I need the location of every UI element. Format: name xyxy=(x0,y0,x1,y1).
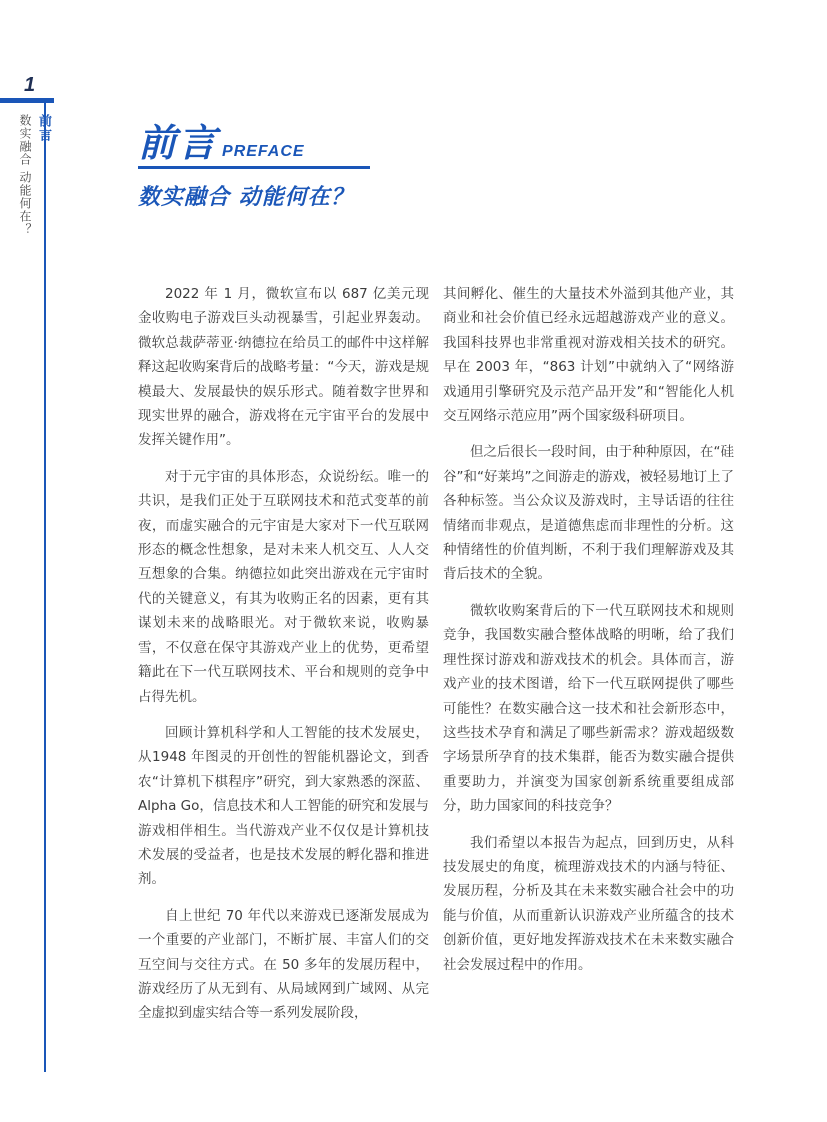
page-number: 1 xyxy=(24,74,36,96)
paragraph: 自上世纪 70 年代以来游戏已逐渐发展成为一个重要的产业部门，不断扩展、丰富人们的交互空间与交往方式。在 50 多年的发展历程中，游戏经历了从无到有、从局域网到广域网、从完全虚拟到虚实结合等一系列发展阶段， xyxy=(138,907,429,1022)
paragraph: 回顾计算机科学和人工智能的技术发展史，从1948 年图灵的开创性的智能机器论文，到香农“计算机下棋程序”研究，到大家熟悉的深蓝、Alpha Go，信息技术和人工智能的研究和发展与游戏相伴相生。当代游戏产业不仅仅是计算机技术发展的受益者，也是技术发展的孵化器和推进剂。 xyxy=(138,724,429,888)
paragraph: 2022 年 1 月，微软宣布以 687 亿美元现金收购电子游戏巨头动视暴雪，引起业界轰动。微软总裁萨蒂亚·纳德拉在给员工的邮件中这样解释这起收购案背后的战略考量：“今天，游戏是规模最大、发展最快的娱乐形式。随着数字世界和现实世界的融合，游戏将在元宇宙平台的发展中发挥关键作用”。 xyxy=(138,286,429,449)
title-english: PREFACE xyxy=(222,143,305,160)
paragraph: 对于元宇宙的具体形态，众说纷纭。唯一的共识，是我们正处于互联网技术和范式变革的前夜，而虚实融合的元宇宙是大家对下一代互联网形态的概念性想象，是对未来人机交互、人人交互想象的合集。纳德拉如此突出游戏在元宇宙时代的关键意义，有其为收购正名的因素，更有其谋划未来的战略眼光。对于微软来说，收购暴雪，不仅意在保守其游戏产业上的优势，更希望籍此在下一代互联网技术、平台和规则的竞争中占得先机。 xyxy=(138,468,429,705)
paragraph: 但之后很长一段时间，由于种种原因，在“硅谷”和“好莱坞”之间游走的游戏，被轻易地订上了各种标签。当公众议及游戏时，主导话语的往往情绪而非观点，是道德焦虑而非理性的分析。这种情绪性的价值判断，不利于我们理解游戏及其背后技术的全貌。 xyxy=(443,444,734,583)
title-chinese: 前言 xyxy=(138,121,219,165)
title-underline xyxy=(138,166,370,169)
page-title xyxy=(138,112,305,167)
paragraph-continuation: 其间孵化、催生的大量技术外溢到其他产业，其商业和社会价值已经永远超越游戏产业的意义。我国科技界也非常重视对游戏相关技术的研究。早在 2003 年，“863 计划”中就纳入了“网络游戏通用引擎研究及示范产品开发”和“智能化人机交互网络示范应用”两个国家级科研项目。 xyxy=(443,286,734,425)
side-section-label: 前言 xyxy=(36,114,51,142)
side-rule xyxy=(44,98,46,1072)
page-subtitle: 数实融合 动能何在？ xyxy=(138,185,354,210)
paragraph: 我们希望以本报告为起点，回到历史，从科技发展史的角度，梳理游戏技术的内涵与特征、发展历程，分析及其在未来数实融合社会中的功能与价值，从而重新认识游戏产业所蕴含的技术创新价值，更好地发挥游戏技术在未来数实融合社会发展过程中的作用。 xyxy=(443,834,734,973)
paragraph: 微软收购案背后的下一代互联网技术和规则竞争，我国数实融合整体战略的明晰，给了我们理性探讨游戏和游戏技术的机会。具体而言，游戏产业的技术图谱，给下一代互联网提供了哪些可能性？在数实融合这一技术和社会新形态中，这些技术孕育和满足了哪些新需求？游戏超级数字场景所孕育的技术集群，能否为数实融合提供重要助力，并演变为国家创新系统重要组成部分，助力国家间的科技竞争？ xyxy=(443,602,734,815)
left-column xyxy=(138,282,429,1038)
side-subtitle-label: 数实融合 动能何在？ xyxy=(18,114,32,236)
right-column xyxy=(443,282,734,989)
